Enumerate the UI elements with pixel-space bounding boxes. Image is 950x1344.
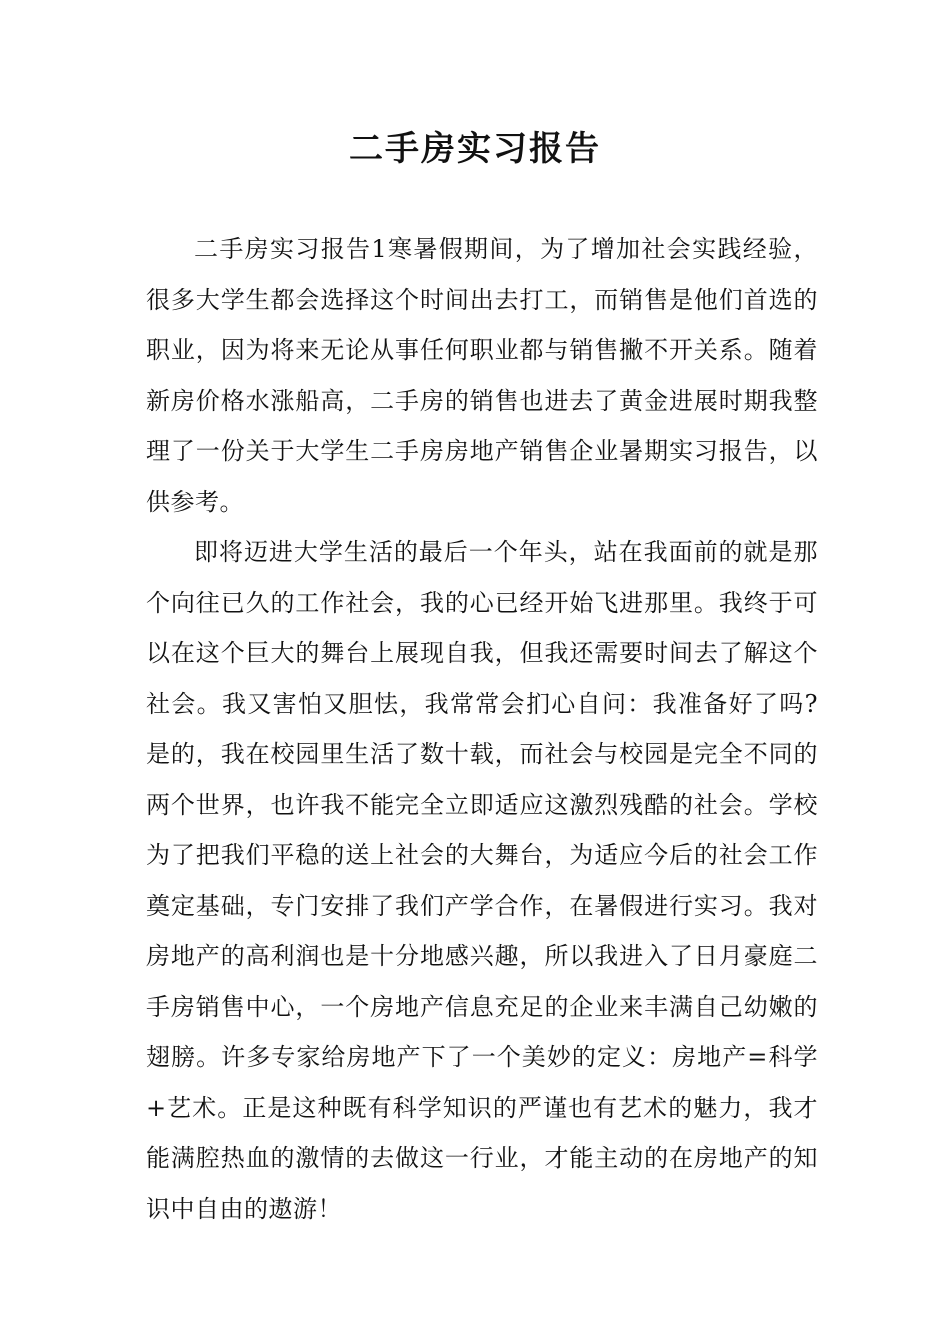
- paragraph-2: 即将迈进大学生活的最后一个年头，站在我面前的就是那个向往已久的工作社会，我的心已经开始飞进那里。我终于可以在这个巨大的舞台上展现自我，但我还需要时间去了解这个社会。我又害怕又胆怯，我常常会扪心自问：我准备好了吗?是的，我在校园里生活了数十载，而社会与校园是完全不同的两个世界，也许我不能完全立即适应这激烈残酷的社会。学校为了把我们平稳的送上社会的大舞台，为适应今后的社会工作奠定基础，专门安排了我们产学合作，在暑假进行实习。我对房地产的高利润也是十分地感兴趣，所以我进入了日月豪庭二手房销售中心，一个房地产信息充足的企业来丰满自己幼嫩的翅膀。许多专家给房地产下了一个美妙的定义：房地产=科学+艺术。正是这种既有科学知识的严谨也有艺术的魅力，我才能满腔热血的激情的去做这一行业，才能主动的在房地产的知识中自由的遨游！: [146, 538, 818, 1223]
- document-title: 二手房实习报告: [349, 129, 601, 169]
- paragraph-1: 二手房实习报告1寒暑假期间，为了增加社会实践经验，很多大学生都会选择这个时间出去打工，而销售是他们首选的职业，因为将来无论从事任何职业都与销售撇不开关系。随着新房价格水涨船高，二手房的销售也进去了黄金进展时期我整理了一份关于大学生二手房房地产销售企业暑期实习报告，以供参考。: [146, 235, 818, 516]
- document-body: [146, 224, 818, 1234]
